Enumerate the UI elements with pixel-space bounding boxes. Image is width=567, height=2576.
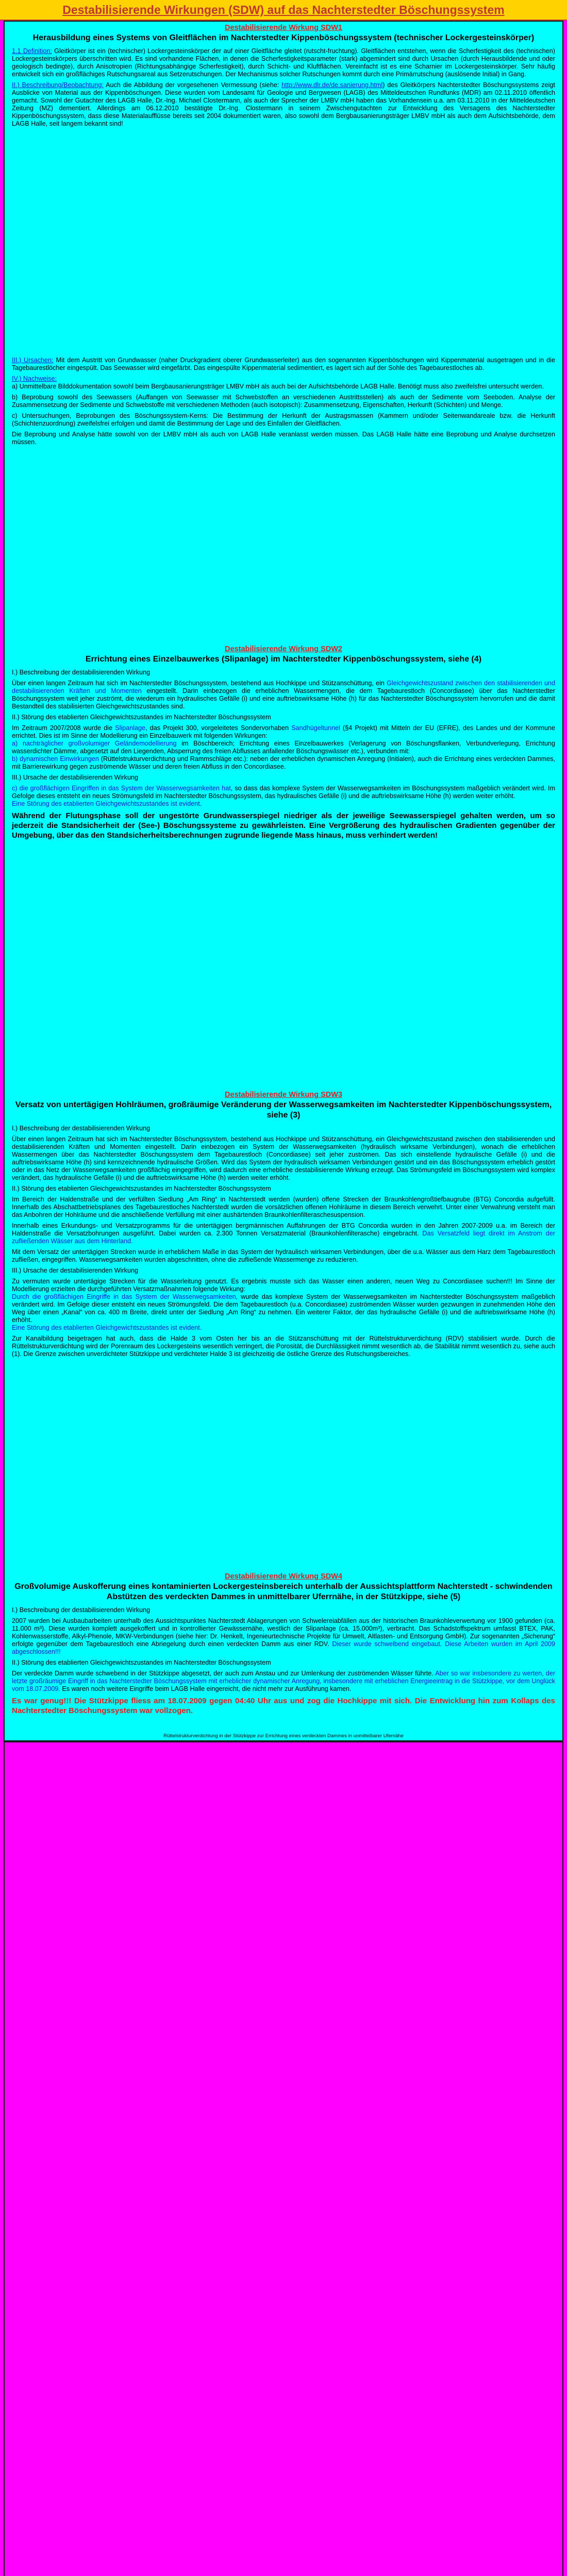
- sdw4-p1-highlight: Dieser wurde schwelbend eingebaut. Diese Arbeiten wurden im April 2009 abgeschlossen!!!: [12, 1640, 555, 1655]
- sdw4-paragraph-1: [12, 1617, 555, 1656]
- sdw3-p2b-text: Innerhalb eines Erkundungs- und Versatzprogramms für die untertägigen bergmännischen Auffahrungen der BTG Concordia wurden in den Jahren 2007-2009 u.a. im Bereich der Haldenstraße die Versatzbohrungen ausgeführt. Dabei wurden ca. 2.300 Tonnen Versatzmaterial (Braunkohlenfilterasche) eingebracht.: [12, 1222, 555, 1237]
- content-frame: [4, 21, 563, 1741]
- sdw1-evidence-c: c) Untersuchungen, Beprobungen des Böschungssystem-Kerns: Die Bestimmung der Herkunft der Austragsmassen (Kammern und/oder Seitenwandareale bzw. die Herkunft (Schichtenzuordnung) zweifelsfrei erfolgen und damit die Bestimmung der Lage und des Einfallen der Gleitflächen.: [12, 412, 555, 427]
- sdw4-heading-2: II.) Störung des etablierten Gleichgewichtszustandes im Nachterstedter Böschungssystem: [12, 1659, 271, 1666]
- sdw1-evidence-label: IV.) Nachweise:: [12, 375, 57, 382]
- sdw2-p1-a: Über einen langen Zeitraum hat sich im Nachterstedter Böschungssystem, bestehend aus Hochkippe und Stützanschüttung, ein: [12, 680, 387, 687]
- sdw1-evidence-a: a) Unmittelbare Bilddokumentation sowohl beim Bergbausanierungsträger LMBV mbH als auch bei der Aufsichtsbehörde LAGB Halle. Benötigt muss also zweifelsfrei untersucht werden.: [12, 383, 544, 390]
- sdw2-p3-text: so dass das komplexe System der Wasserwegsamkeiten im Böschungssystem maßgeblich verändert wird. Im Gefolge dieses entsteht ein neues Strömungsfeld im Nachterstedter Böschungssystem, das hydraulisches Gefälle (i) und die auftriebswirksame Höhe (h) werden weiter erhöht.: [12, 785, 555, 800]
- sdw4-title: Großvolumige Auskofferung eines kontaminierten Lockergesteinsbereich unterhalb der Aussichtsplattform Nachterstedt - schwindenden Abstützen des verdeckten Dammes in unmittelbarer Uferrnähe, in der Stützkippe, siehe (5): [14, 1582, 553, 1601]
- section-sdw2: [5, 645, 562, 843]
- sdw2-p2-item-a-label: a) nachträglicher großvolumiger Geländemodellierung: [12, 740, 177, 747]
- sdw3-label: Destabilisierende Wirkung SDW3: [225, 1091, 342, 1099]
- sdw3-p3-evident: Eine Störung des etablierten Gleichgewichtszustandes ist evident.: [12, 1324, 202, 1331]
- sdw1-observation: [12, 81, 555, 128]
- sdw1-definition: [12, 47, 555, 78]
- sdw1-source-link[interactable]: http://www.dlr.de/de.sanierung.html: [281, 81, 383, 89]
- sdw1-title: Herausbildung eines Systems von Gleitflächen im Nachterstedter Kippenböschungssystem (technischer Lockergesteinskörper): [32, 33, 535, 42]
- sdw3-heading-1: I.) Beschreibung der destabilisierenden Wirkung: [12, 1125, 151, 1132]
- sdw2-p2-a: Im Zeitraum 2007/2008 wurde die: [12, 724, 115, 732]
- sdw2-p1-b: eingestellt. Darin einbezogen die erheblichen Wassermengen, die dem Tagebaurestloch (Concordiasee) über das Nachterstedter Böschungssystem weit jeher zuströmt, die wiederum ein hydraulisches Gefälle (i) und eine auftriebswirksame Höhe (h) für das Nachterstedter Böschungssystem hervorrufen und die damit Bestandteil des stabilisierten Gleichgewichtszustandes sind.: [12, 687, 555, 710]
- sdw2-p2-item-b-label: b) dynamischen Einwirkungen: [12, 755, 99, 762]
- sdw4-label: Destabilisierende Wirkung SDW4: [225, 1572, 342, 1581]
- sdw2-paragraph-2: [12, 724, 555, 771]
- sdw2-p2-item-b: (Rüttelstrukturverdichtung und Rammschläge etc.): neben der erheblichen dynamischen Anregung (Initialen), auch die Errichtung eines verdeckten Dammes, mit Barrierewirkung gegen zuströmende Wässer und deren freien Abfluss in den Concordiasee.: [12, 755, 555, 770]
- sdw2-heading-3: III.) Ursache der destabilisierenden Wirkung: [12, 774, 138, 781]
- sdw4-p2-a: Der verdeckte Damm wurde schwebend in der Stützkippe abgesetzt, der auch zum Anstau und zur Umlenkung der zuströmenden Wässer führte.: [12, 1670, 436, 1677]
- sdw2-paragraph-3: [12, 785, 555, 808]
- sdw3-title: Versatz von untertägigen Hohlräumen, großräumige Veränderung der Wasserwegsamkeiten im Nachterstedter Kippenböschungssystem, siehe (3): [15, 1100, 552, 1120]
- sdw3-paragraph-2a: Im Bereich der Haldenstraße und der verfüllten Siedlung „Am Ring“ in Nachterstedt werden (wurden) offene Strecken der Braunkohlengroßtiefbaugrube (BTG) Concordia aufgefüllt. Innerhalb des Abschattbetriebsplanes des Tagebaurestloches Nachterstedt wurden die vorsätzlichen offenen Hohlräume in diesem Bereich verwehrt. Unter einer Verwahrung versteht man das Anbohren der Hohlräume und die anschließende Verfüllung mit einer aushärtenden Braunkohlenfilteraschesuspension.: [12, 1196, 555, 1218]
- sdw1-label: Destabilisierende Wirkung SDW1: [225, 24, 342, 32]
- section-sdw1-causes: [5, 357, 562, 449]
- sdw1-observation-label: II.) Beschreibung/Beobachtung:: [12, 81, 104, 89]
- sdw3-paragraph-1: Über einen langen Zeitraum hat sich im Nachterstedter Böschungssystem, bestehend aus Hochkippe und Stützanschüttung, ein Gleichgewichtszustand zwischen den stabilisierenden und destabilisierenden Kräften und Momenten eingestellt. Darin einbezogen ein System der Wasserwegsamkeiten (hydraulisch wirksame Verbindungen), wonach die erheblichen Wassermengen über das Nachterstedter Böschungssystem dem Tagebaurestloch (Concordiasee) seit jeher zuströmen. Das sich einstellende hydraulische Gefälle (i) und die auftriebswirksame Höhe (h) sind kennzeichnende hydraulische Größen. Wird das System der hydraulisch wirksamen Verbindungen gestört und ein das Böschungssystem erheblich gestört oder in das Netz der Wasserwegsamkeiten großflächig eingegriffen, wird dadurch eine erhebliche destabilisierende Wirkung erzeugt. Das Strömungsfeld im Böschungssystem wird komplex verändert, das hydraulische Gefälle (i) und die auftriebswirksame Höhe (h) werden weiter erhöht.: [12, 1136, 555, 1181]
- sdw1-definition-text: Gleitkörper ist ein (technischer) Lockergesteinskörper der auf einer Gleitfläche gleitet (rutscht-fruchtung). Gleitflächen entstehen, wenn die Scherfestigkeit des (technischen) Lockergesteinskörpers überschritten wird. Es sind vorhandene Flächen, in denen die Scherfestigkeitsparameter (stark) abgemindert sind durch Ursachen (durch Herausbildende und oder geologisch bedingte), durch Anisotropien (Richtungsabhängige Scherfestigkeit), durch Schicht- und Kluftflächen. Vereinfacht ist es eine Scharnier im Lockergesteinskörper. Sehr häufig entwickelt sich ein großflächiges Rutschungsareal aus Setzerutschungen. Der Mechanismus solcher Rutschungen kommt durch eine Primärrutschung (auslösende Initial) in Gang.: [12, 47, 555, 78]
- sdw1-definition-label: 1.1 Definition:: [12, 47, 52, 55]
- page-title: Destabilisierende Wirkungen (SDW) auf das Nachterstedter Böschungssystem: [62, 3, 505, 16]
- section-sdw3: [5, 1091, 562, 1361]
- sdw3-p3-a: Zu vermuten wurde untertägige Strecken für die Wasserleitung genutzt. Es ergebnis musste sich das Wasser einen anderen, neuen Weg zu Concordiasee suchen!!! Im Sinne der Modellierung erzielten die durchgeführten Versatzmaßnahmen folgende Wirkung:: [12, 1278, 555, 1293]
- section-sdw1: [5, 24, 562, 131]
- sdw1-evidence-b: b) Beprobung sowohl des Seewassers (Auffangen von Seewasser mit Schwebstoffen an verschiedenen Austrittsstellen) als auch der Sedimente vom Seeboden. Analyse der Zusammensetzung der Sedimente und Schwebstoffe mit verschiedenen Methoden (auch isotopisch): Zusammensetzung, Eigenschaften, Herkunft (Schichten) und Menge.: [12, 394, 555, 409]
- sdw2-p2-c: Sandhügeltunnel: [291, 724, 340, 732]
- sdw3-paragraph-2c: Mit dem Versatz der untertägigen Strecken wurde in erheblichem Maße in das System der hydraulisch wirksamen Verbindungen, über die u.a. Wässer aus dem Harz dem Tagebaurestloch zufließen, eingegriffen. Wasserwegsamkeiten wurden abgeschnitten, ohne die zufließende Wassermenge zu reduzieren.: [12, 1248, 555, 1263]
- sdw2-p2-d: (§4 Projekt) mit Mitteln der EU (EFRE), des Landes und der Kommune errichtet. Dies ist im Sinne der Modellierung ein Einzelbauwerk mit folgenden Wirkungen:: [12, 724, 555, 739]
- sdw1-causes-text: Mit dem Austritt von Grundwasser (naher Druckgradient oberer Grundwasserleiter) aus den sogenannten Kippenböschungen wird Kippenmaterial ausgetragen und in die Tagebaurestlöcher eingespült. Das Seewasser wird eingefärbt. Das eingespülte Kippenmaterial sedimentiert, es lagert sich auf der Sohle des Tagebaurestloches ab.: [12, 357, 555, 371]
- page-header: [0, 0, 567, 21]
- sdw3-p2b-highlight: Das Versatzfeld liegt direkt im Anstrom der zufließenden Wässer aus dem Hinterland.: [12, 1230, 555, 1245]
- sdw1-causes-label: III.) Ursachen:: [12, 357, 54, 364]
- sdw3-heading-2: II.) Störung des etablierten Gleichgewichtszustandes im Nachterstedter Böschungssystem: [12, 1185, 271, 1192]
- sdw2-heading-2: II.) Störung des etablierten Gleichgewichtszustandes im Nachterstedter Böschungssystem: [12, 714, 271, 721]
- sdw3-p3-highlight: Durch die großflächigen Eingriffe in das System der Wasserwegsamkeiten,: [12, 1293, 238, 1300]
- sdw3-p3-b: wurde das komplexe System der Wasserwegsamkeiten im Nachterstedter Böschungssystem maßgeblich verändert wird. Im Gefolge dieser entsteht ein neues Strömungsfeld. Die dem Tagebaurestloch (u.a. Concordiasee) zuströmenden Wässer wurden gezwungen in zunehmenden Höhe den Weg über einen „Kanal“ von ca. 400 m Breite, direkt unter der Siedlung „Am Ring“ zu nehmen. Ein weiterer Faktor, der das hydraulische Gefälle (i) und die auftriebswirksame Höhe (h) erhöht.: [12, 1293, 556, 1324]
- sdw1-conclusion: Die Beprobung und Analyse hätte sowohl von der LMBV mbH als auch von LAGB Halle veranlasst werden müssen. Das LAGB Halle hätte eine Beprobung und Analyse durchsetzen müssen.: [12, 431, 555, 446]
- sdw4-p2-b: Es waren noch weitere Eingriffe beim LAGB Halle eingereicht, die nicht mehr zur Ausführung kamen.: [60, 1685, 352, 1692]
- sdw4-paragraph-2: [12, 1670, 555, 1693]
- image-placeholder-area: [4, 1741, 563, 2576]
- sdw3-paragraph-4: Zur Kanalbildung beigetragen hat auch, dass die Halde 3 vom Osten her bis an die Stützanschüttung mit der Rüttelstrukturverdichtung (RDV) stabilisiert wurde. Durch die Rüttelstrukturverdichtung wird der Porenraum des Lockergesteins wesentlich verringert, die Porosität, die Durchlässigkeit nimmt wesentlich ab, die Stabilität nimmt wesentlich zu, siehe auch (1). Die Grenze zwischen unverdichteter Stützkippe und verdichteter Halde 3 ist gleichzeitig die östliche Grenze des Rutschungsbereiches.: [12, 1335, 555, 1358]
- sdw2-p2-b: , das Projekt 300, vorgeleitetes Sondervorhaben: [145, 724, 292, 732]
- sdw2-title: Errichtung eines Einzelbauwerkes (Slipanlage) im Nachterstedter Kippenböschungssystem, siehe (4): [85, 655, 482, 664]
- sdw2-p3-evident: Eine Störung des etablierten Gleichgewichtszustandes ist evident.: [12, 800, 202, 807]
- sdw2-paragraph-1: [12, 680, 555, 710]
- sdw2-p2-slipanlage: Slipanlage: [115, 724, 146, 732]
- sdw3-heading-3: III.) Ursache der destabilisierenden Wirkung: [12, 1267, 138, 1274]
- sdw1-observation-text-b: ) des Gleitkörpers Nachterstedter Böschungssystems zeigt Ausblicke von Material aus der Kippenböschungen. Diese wurden vom Landesamt für Geologie und Bergwesen (LAGB) des Mitteldeutschen Rundfunks (MDR) am 02.11.2010 öffentlich gemacht. Sowohl der Gutachter des LAGB Halle, Dr.-Ing. Michael Clostermann, als auch der Sprecher der LMBV mbH haben das Vorhandensein u.a. am 03.11.2010 in der Mitteldeutschen Zeitung (MZ) dementiert. Allerdings am 06.12.2010 bestätigte Dr.-Ing. Clostermann in seinem Zwischengutachten zur Entwicklung des Versagens des Nachterstedter Kippenböschungssystem, dass diese Materialaufflüsse bereits seit 2004 dokumentiert waren, also sowohl dem Bergbausanierungsträger LMBV mbH als auch dem Aufsichtsbehörde, dem LAGB Halle, seit langem bekannt sind!: [12, 81, 555, 127]
- sdw4-warning: Es war genug!!! Die Stützkippe fliess am 18.07.2009 gegen 04:40 Uhr aus und zog die Hochkippe mit sich. Die Entwicklung hin zum Kollaps des Nachterstedter Böschungssystem war vollzogen.: [12, 1697, 555, 1715]
- sdw3-paragraph-2b: [12, 1222, 555, 1245]
- sdw4-p1-text: 2007 wurden bei Ausbaubarbeiten unterhalb des Aussichtspunktes Nachterstedt Ablagerungen von Schwelereiabfällen aus der historischen Braunkohleverwertung vor 1900 gefunden (ca. 11.000 m³). Diese wurden komplett ausgekoffert und in kontrollierter Gewässernähe, westlich der Slipanlage (ca. 15.000m³), verbracht. Das Schadstoffspektrum umfasst BTEX, PAK, Kohlenwasserstoffe, Alkyl-Phenole, MKW-Verbindungen (siehe hier: Dr. Henkelt, Ingenieurtechnische Projekte für Umwelt, Altlasten- und Entsorgung GmbH). Zur sogenannten „Sicherung“ erfolgte gegenüber dem Tagebaurestloch eine Abriegelung durch einen verdeckten Damm aus einer RDV.: [12, 1617, 555, 1648]
- sdw2-p2-item-a: im Böschbereich; Errichtung eines Einzelbauwerkes (Verlagerung von Böschungsflanken, Verbundverlegung, Errichtung wasserdichter Dämme, abgesetzt auf den Liegenden, Absperrung des freien Abflusses anfallender Böschungswässer etc.), verbunden mit:: [12, 740, 555, 755]
- sdw4-heading-1: I.) Beschreibung der destabilisierenden Wirkung: [12, 1606, 151, 1614]
- sdw2-p3-label: c) die großflächigen Eingriffen in das System der Wasserwegsamkeiten hat,: [12, 785, 233, 792]
- figure-caption: Rüttelstrukturverdichtung in der Stützkippe zur Errichtung eines verdeckten Dammes in unmittelbarer Ufernähe: [163, 1733, 404, 1739]
- sdw3-paragraph-3: [12, 1278, 555, 1332]
- sdw2-label: Destabilisierende Wirkung SDW2: [225, 645, 342, 653]
- section-sdw4: [5, 1572, 562, 1719]
- sdw2-emphasis: Während der Flutungsphase soll der ungestörte Grundwasserspiegel niedriger als der jeweilige Seewasserspiegel gehalten werden, um so jederzeit die Standsicherheit der (See-) Böschungssysteme zu gewährleisten. Eine Vergrößerung des hydraulischen Gradienten gegenüber der Umgebung, über das den Standsicherheitsberechnungen zugrunde liegende Mass hinaus, muss verhindert werden!: [12, 811, 555, 840]
- sdw1-observation-text-a: Auch die Abbildung der vorgesehenen Vermessung (siehe:: [103, 81, 282, 89]
- sdw2-heading-1: I.) Beschreibung der destabilisierenden Wirkung: [12, 669, 151, 676]
- sdw2-p1-highlight: Gleichgewichtszustand zwischen den stabilisierenden und destabilisierenden Kräften und Momenten: [12, 680, 555, 694]
- sdw1-causes: [12, 357, 555, 372]
- sdw4-p2-highlight: Aber so war insbesondere zu werten, der letzte großräumige Eingriff in das Nachterstedter Böschungssystem mit erheblicher dynamischer Anregung, insbesondere mit erheblichen Energieeintrag in die Stützkippe, vor dem Unglück vom 18.07.2009.: [12, 1670, 556, 1692]
